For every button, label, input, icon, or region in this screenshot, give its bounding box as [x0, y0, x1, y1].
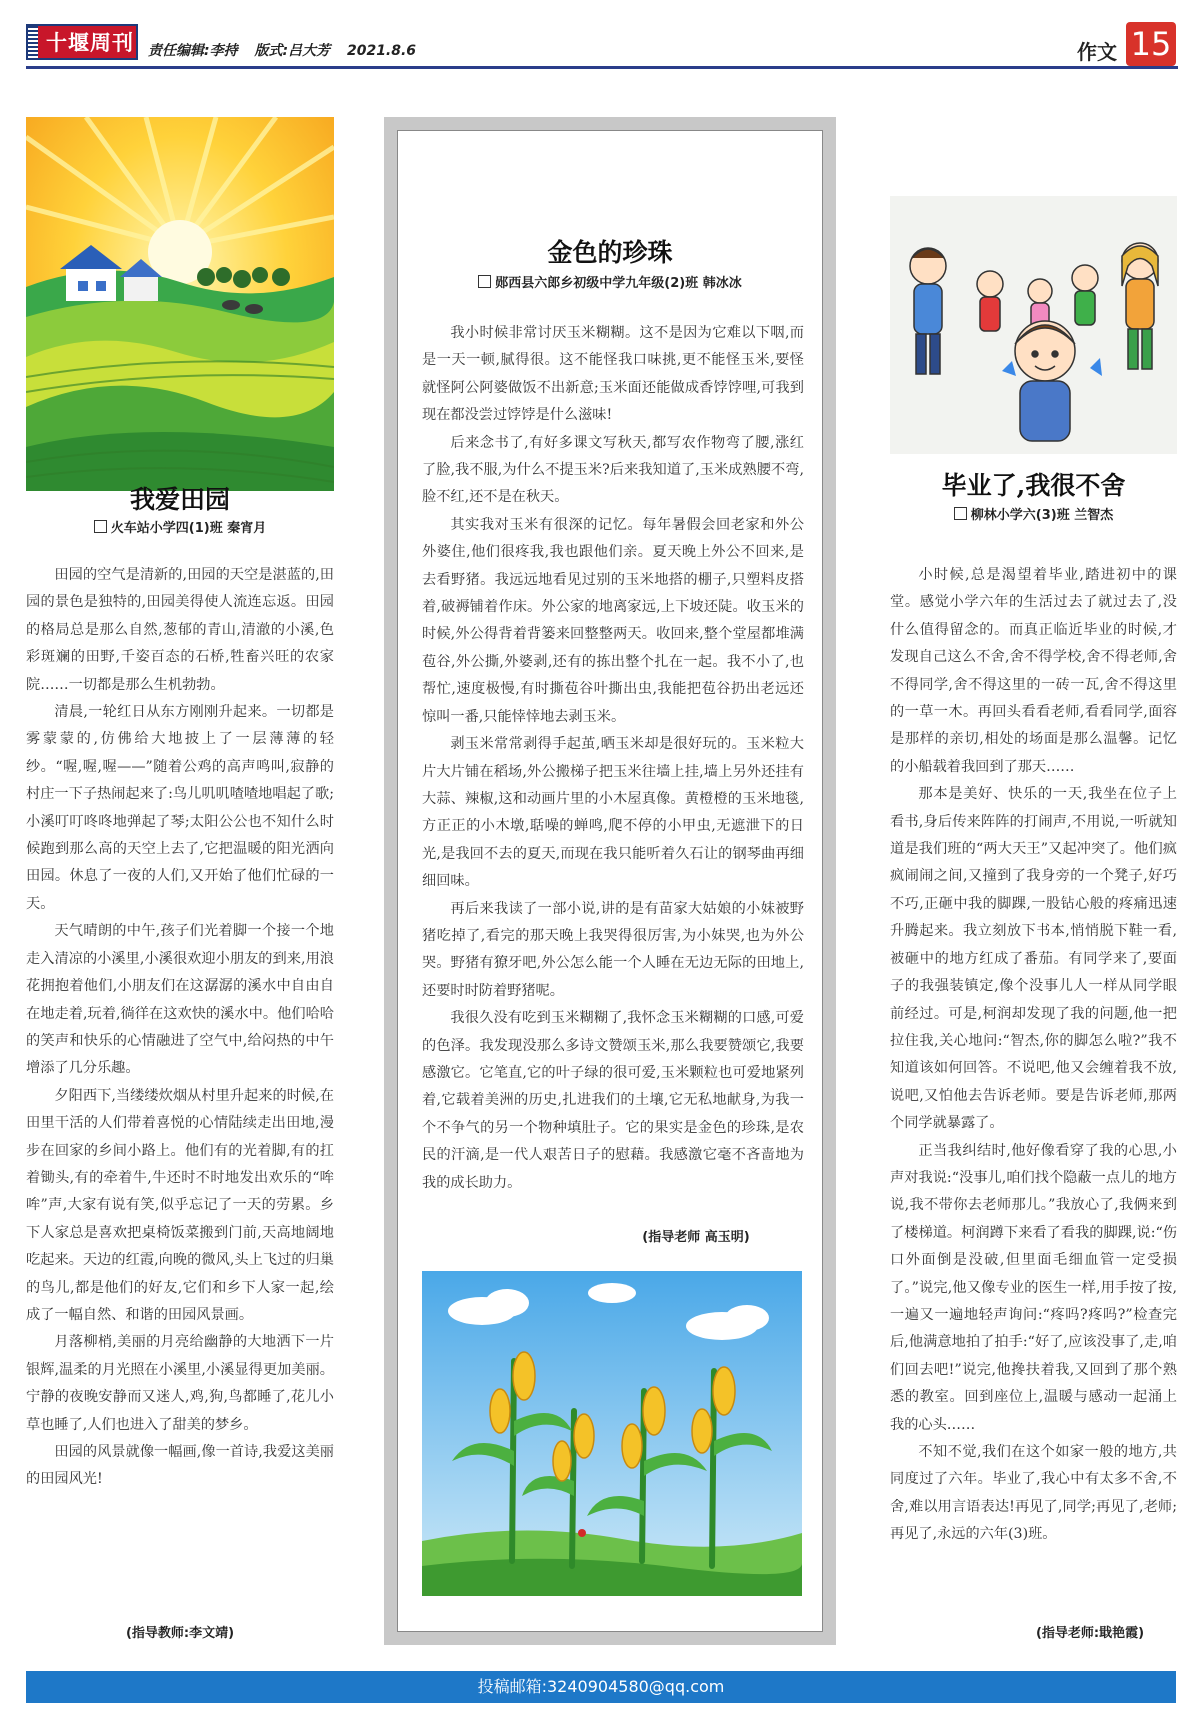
- masthead-logo: [26, 24, 138, 60]
- masthead-title: 十堰周刊: [46, 30, 134, 55]
- header-rule: [26, 66, 1178, 69]
- byline-box-icon: [954, 507, 967, 520]
- article-2-paragraph: 我小时候非常讨厌玉米糊糊。这不是因为它难以下咽,而是一天一顿,腻得很。这不能怪我口味挑,更不能怪玉米,要怪就怪阿公阿婆做饭不出新意;玉米面还能做成香饽饽哩,可我到现在都没尝过饽饽是什么滋味!: [422, 325, 804, 424]
- masthead-grid-icon: [28, 26, 38, 58]
- article-3-title: 毕业了,我很不舍: [941, 471, 1126, 500]
- article-2-paragraph: 后来念书了,有好多课文写秋天,都写农作物弯了腰,涨红了脸,我不服,为什么不提玉米?后来我知道了,玉米成熟腰不弯,脸不红,还不是在秋天。: [422, 434, 804, 506]
- header-date: 2021.8.6: [346, 43, 417, 59]
- article-1-advisor: (指导教师:李文靖): [125, 1626, 235, 1641]
- article-2-advisor: (指导老师 高玉明): [642, 1230, 750, 1245]
- article-1-body: [26, 562, 334, 1494]
- article-1-title: 我爱田园: [129, 485, 230, 514]
- article-3-body: [890, 562, 1177, 1549]
- section-name: 作文: [1077, 40, 1117, 64]
- byline-box-icon: [94, 520, 107, 533]
- article-3-paragraph: 那本是美好、快乐的一天,我坐在位子上看书,身后传来阵阵的打闹声,不用说,一听就知道是我们班的“两大天王”又起冲突了。他们疯疯闹闹之间,又撞到了我身旁的一个凳子,好巧不巧,正砸中我的脚踝,一股钻心般的疼痛迅速升腾起来。我立刻放下书本,悄悄脱下鞋一看,被砸中的地方红成了番茄。有同学来了,要面子的我强装镇定,像个没事儿人一样从同学眼前经过。可是,柯润却发现了我的问题,他一把拉住我,关心地问:“智杰,你的脚怎么啦?”我不知道该如何回答。不说吧,他又会缠着我不放,说吧,又怕他去告诉老师。要是告诉老师,那两个同学就暴露了。: [890, 786, 1177, 1132]
- article-1-paragraph: 田园的空气是清新的,田园的天空是湛蓝的,田园的景色是独特的,田园美得使人流连忘返。田园的格局总是那么自然,葱郁的青山,清澈的小溪,色彩斑斓的田野,千姿百态的石桥,牲畜兴旺的农家院……一切都是那么生机勃勃。: [26, 567, 334, 693]
- article-2-byline: [410, 272, 810, 291]
- article-2-paragraph: 其实我对玉米有很深的记忆。每年暑假会回老家和外公外婆住,他们很疼我,我也跟他们亲。夏天晚上外公不回来,是去看野猪。我远远地看见过别的玉米地搭的棚子,只塑料皮搭着,破褥铺着作床。外公家的地离家远,上下坡还陡。收玉米的时候,外公得背着背篓来回整整两天。收回来,整个堂屋都堆满苞谷,外公撕,外婆剥,还有的拣出整个扎在一起。我不小了,也帮忙,速度极慢,有时撕苞谷叶撕出虫,我能把苞谷扔出老远还惊叫一番,只能悻悻地去剥玉米。: [422, 516, 804, 725]
- article-1-paragraph: 清晨,一轮红日从东方刚刚升起来。一切都是雾蒙蒙的,仿佛给大地披上了一层薄薄的轻纱。“喔,喔,喔——”随着公鸡的高声鸣叫,寂静的村庄一下子热闹起来了:鸟儿叽叽喳喳地唱起了歌;小溪叮叮咚咚地弹起了琴;太阳公公也不知什么时候跑到那么高的天空上去了,它把温暖的阳光洒向田园。休息了一夜的人们,又开始了他们忙碌的一天。: [26, 704, 334, 912]
- article-2-paragraph: 我很久没有吃到玉米糊糊了,我怀念玉米糊糊的口感,可爱的色泽。我发现没那么多诗文赞颂玉米,那么我要赞颂它,我要感激它。它笔直,它的叶子绿的很可爱,玉米颗粒也可爱地紧列着,它载着美洲的历史,扎进我们的土壤,它无私地献身,为我一个不争气的另一个物种填肚子。它的果实是金色的珍珠,是农民的汗滴,是一代人艰苦日子的慰藉。我感激它毫不吝啬地为我的成长助力。: [422, 1010, 804, 1191]
- countryside-illustration: [26, 117, 334, 491]
- submission-email-banner: 投稿邮箱:3240904580@qq.com: [26, 1671, 1176, 1703]
- header-credits: [148, 40, 428, 60]
- article-2-body: [422, 320, 804, 1197]
- byline-box-icon: [478, 275, 491, 288]
- page-number: 15: [1126, 22, 1176, 66]
- article-2-byline-text: 郧西县六郎乡初级中学九年级(2)班 韩冰冰: [495, 276, 742, 291]
- article-3-paragraph: 小时候,总是渴望着毕业,踏进初中的课堂。感觉小学六年的生活过去了就过去了,没什么值得留念的。而真正临近毕业的时候,才发现自己这么不舍,舍不得学校,舍不得老师,舍不得同学,舍不得这里的一砖一瓦,舍不得这里的一草一木。再回头看看老师,看看同学,面容是那样的亲切,相处的场面是那么温馨。记忆的小船载着我回到了那天……: [890, 567, 1177, 775]
- article-1-paragraph: 夕阳西下,当缕缕炊烟从村里升起来的时候,在田里干活的人们带着喜悦的心情陆续走出田地,漫步在回家的乡间小路上。他们有的光着脚,有的扛着锄头,有的牵着牛,牛还时不时地发出欢乐的“哞哞”声,大家有说有笑,似乎忘记了一天的劳累。乡下人家总是喜欢把桌椅饭菜搬到门前,天高地阔地吃起来。天边的红霞,向晚的微风,头上飞过的归巢的鸟儿,都是他们的好友,它们和乡下人家一起,绘成了一幅自然、和谐的田园风景画。: [26, 1087, 334, 1323]
- ladybug-icon: [578, 1529, 586, 1537]
- article-3-paragraph: 不知不觉,我们在这个如家一般的地方,共同度过了六年。毕业了,我心中有太多不舍,不舍,难以用言语表达!再见了,同学;再见了,老师;再见了,永远的六年(3)班。: [890, 1444, 1177, 1543]
- article-2-paragraph: 剥玉米常常剥得手起茧,晒玉米却是很好玩的。玉米粒大片大片铺在稻场,外公搬梯子把玉米往墙上挂,墙上另外还挂有大蒜、辣椒,这和动画片里的小木屋真像。黄橙橙的玉米地毯,方正正的小木墩,聒噪的蝉鸣,爬不停的小甲虫,无遮泄下的日光,是我回不去的夏天,而现在我只能听着久石让的钢琴曲再细细回味。: [422, 736, 804, 890]
- article-2-paragraph: 再后来我读了一部小说,讲的是有苗家大姑娘的小妹被野猪吃掉了,看完的那天晚上我哭得很厉害,为小妹哭,也为外公哭。野猪有獠牙吧,外公怎么能一个人睡在无边无际的田地上,还要时时防着野猪呢。: [422, 900, 804, 999]
- article-1-paragraph: 田园的风景就像一幅画,像一首诗,我爱这美丽的田园风光!: [26, 1444, 334, 1488]
- header-editor: 责任编辑:李持: [148, 43, 238, 59]
- article-1-byline: [26, 517, 334, 536]
- article-3-byline: [890, 504, 1177, 523]
- children-playing-illustration: [890, 196, 1177, 454]
- article-3-advisor: (指导老师:戢艳霞): [1035, 1626, 1145, 1641]
- article-1-byline-text: 火车站小学四(1)班 秦宵月: [110, 521, 267, 536]
- article-3-paragraph: 正当我纠结时,他好像看穿了我的心思,小声对我说:“没事儿,咱们找个隐蔽一点儿的地方说,我不带你去老师那儿。”我放心了,我俩来到了楼梯道。柯润蹲下来看了看我的脚踝,说:“伤口外面倒是没破,但里面毛细血管一定受损了。”说完,他又像专业的医生一样,用手按了按,一遍又一遍地轻声询问:“疼吗?疼吗?”检查完后,他满意地拍了拍手:“好了,应该没事了,走,咱们回去吧!”说完,他搀扶着我,又回到了那个熟悉的教室。回到座位上,温暖与感动一起涌上我的心头……: [890, 1142, 1177, 1433]
- article-1-paragraph: 月落柳梢,美丽的月亮给幽静的大地洒下一片银辉,温柔的月光照在小溪里,小溪显得更加美丽。宁静的夜晚安静而又迷人,鸡,狗,鸟都睡了,花儿小草也睡了,人们也进入了甜美的梦乡。: [26, 1334, 334, 1433]
- corn-field-illustration: [422, 1271, 802, 1596]
- article-1-paragraph: 天气晴朗的中午,孩子们光着脚一个接一个地走入清凉的小溪里,小溪很欢迎小朋友的到来,用浪花拥抱着他们,小朋友们在这潺潺的溪水中自由自在地走着,玩着,徜徉在这欢快的溪水中。他们哈哈的笑声和快乐的心情融进了空气中,给闷热的中午增添了几分乐趣。: [26, 923, 334, 1077]
- header-layout: 版式:吕大芳: [254, 43, 331, 59]
- page-header: [0, 0, 1200, 70]
- article-3-byline-text: 柳林小学六(3)班 兰智杰: [970, 508, 1114, 523]
- article-2-title: 金色的珍珠: [547, 238, 673, 267]
